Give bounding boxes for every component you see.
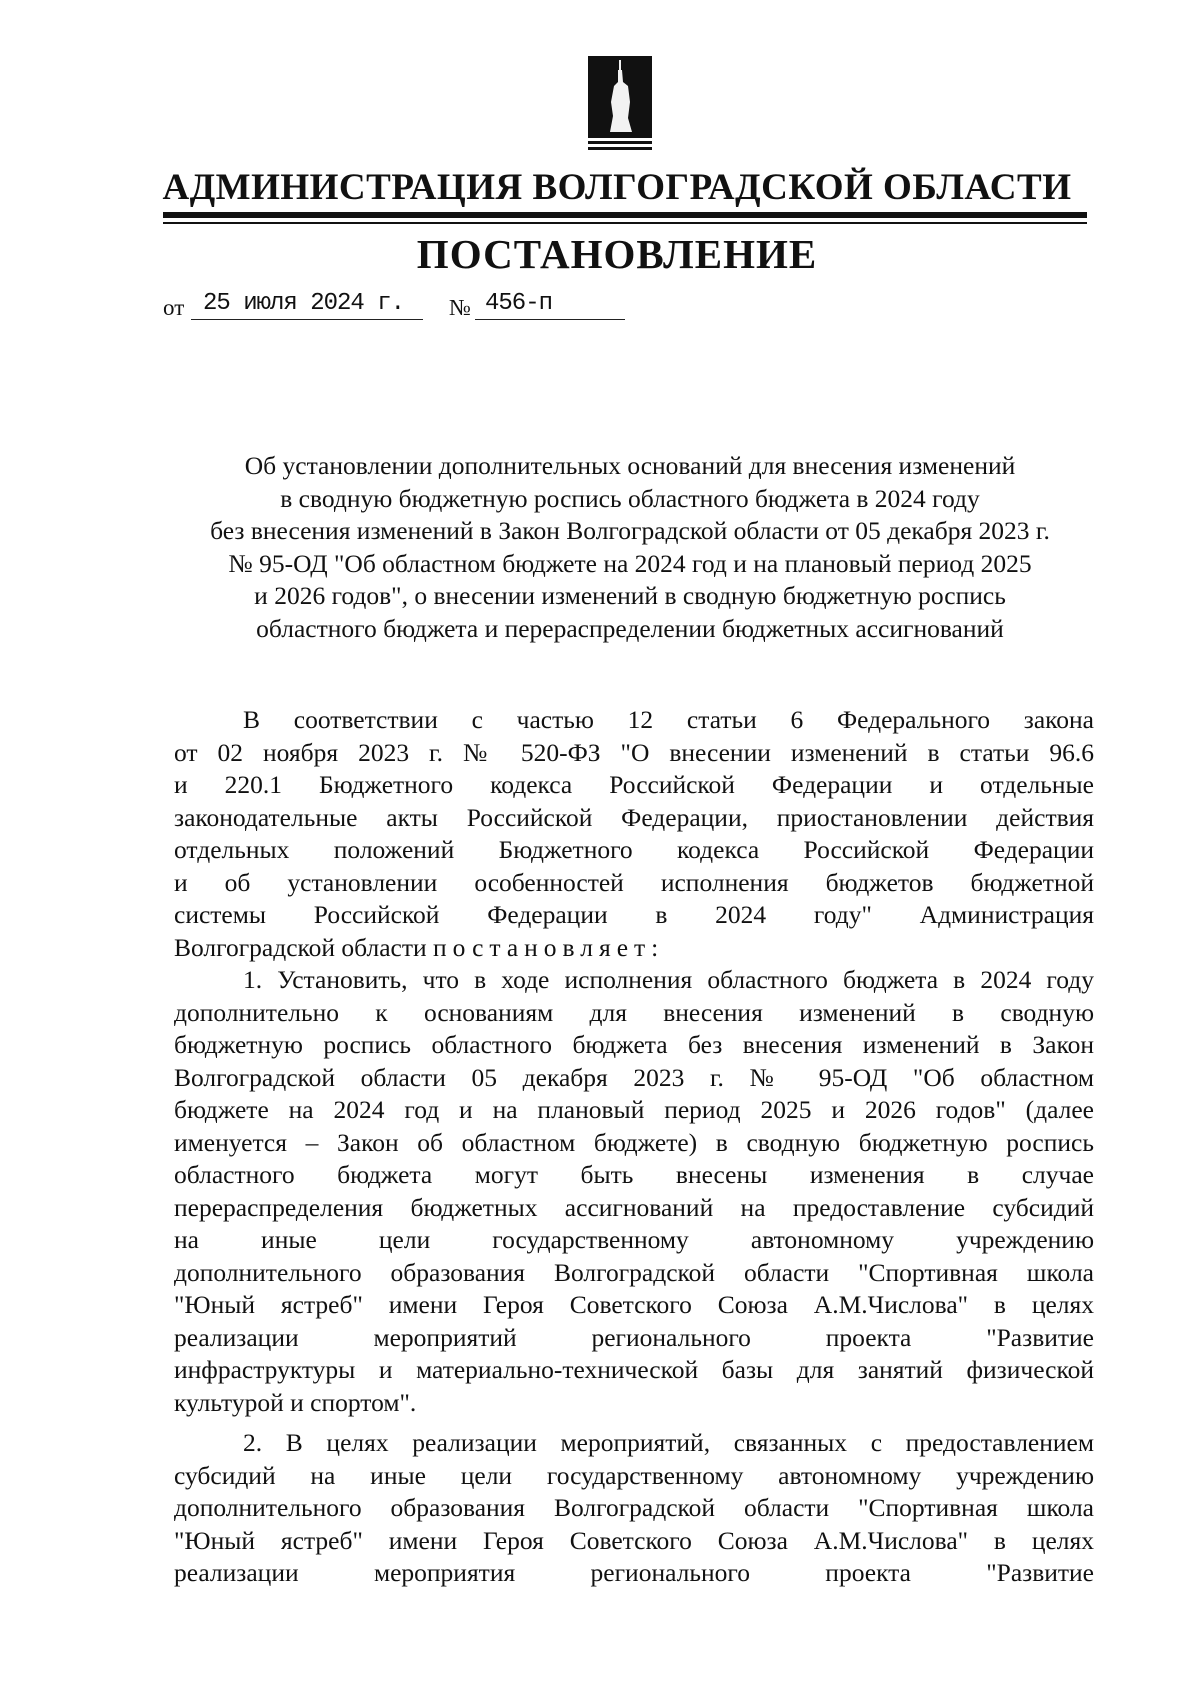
subject-line: Об установлении дополнительных оснований для внесения изменений (244, 451, 1016, 480)
date-value: 25 июля 2024 г. (203, 290, 405, 317)
preamble-line: системы Российской Федерации в 2024 году" Администрация (174, 900, 1094, 929)
paragraph-1-line: перераспределения бюджетных ассигнований на предоставление субсидий (174, 1192, 1094, 1222)
paragraph-1-line: дополнительного образования Волгоградской области "Спортивная школа (174, 1257, 1094, 1287)
preamble-line: и 220.1 Бюджетного кодекса Российской Федерации и отдельные (174, 770, 1094, 799)
document-type-heading: ПОСТАНОВЛЕНИЕ (416, 231, 818, 277)
paragraph-2-line: дополнительного образования Волгоградской области "Спортивная школа (174, 1493, 1094, 1522)
date-underline (191, 319, 423, 320)
paragraph-1-line: именуется – Закон об областном бюджете) в сводную бюджетную роспись (174, 1127, 1094, 1157)
volgograd-emblem-icon (588, 56, 652, 152)
preamble-line: В соответствии с частью 12 статьи 6 Федерального закона (243, 705, 1094, 734)
preamble-line: отдельных положений Бюджетного кодекса Российской Федерации (174, 835, 1094, 864)
preamble-line: законодательные акты Российской Федерации, приостановлении действия (174, 802, 1094, 832)
paragraph-1-line: культурой и спортом". (174, 1387, 417, 1417)
header-rule-thin (163, 222, 1087, 224)
subject-line: без внесения изменений в Закон Волгоградской области от 05 декабря 2023 г. (210, 516, 1050, 545)
paragraph-1-line: инфраструктуры и материально-технической базы для занятий физической (174, 1355, 1094, 1384)
paragraph-1-line: реализации мероприятий регионального проекта "Развитие (174, 1322, 1094, 1352)
organization-title: АДМИНИСТРАЦИЯ ВОЛГОГРАДСКОЙ ОБЛАСТИ (162, 167, 1072, 208)
paragraph-1-line: Волгоградской области 05 декабря 2023 г. № 95-ОД "Об областном (174, 1062, 1094, 1092)
number-value: 456-п (485, 290, 553, 317)
number-label: № (449, 295, 471, 320)
document-body (174, 704, 1094, 1590)
paragraph-2-line: субсидий на иные цели государственному автономному учреждению (174, 1460, 1094, 1490)
subject-line: и 2026 годов", о внесении изменений в сводную бюджетную роспись (254, 581, 1006, 610)
subject-line: областного бюджета и перераспределении бюджетных ассигнований (256, 613, 1004, 643)
paragraph-2-line: "Юный ястреб" имени Героя Советского Союза А.М.Числова" в целях (174, 1525, 1094, 1555)
paragraph-1-line: бюджетную роспись областного бюджета без внесения изменений в Закон (174, 1030, 1094, 1059)
paragraph-1-line: "Юный ястреб" имени Героя Советского Союза А.М.Числова" в целях (174, 1290, 1094, 1319)
paragraph-1-line: 1. Установить, что в ходе исполнения областного бюджета в 2024 году (243, 965, 1094, 994)
preamble-line-final (174, 932, 1094, 965)
paragraph-2-line: 2. В целях реализации мероприятий, связанных с предоставлением (243, 1428, 1094, 1457)
date-label: от (163, 295, 185, 320)
subject-line: № 95-ОД "Об областном бюджете на 2024 год и на плановый период 2025 (228, 548, 1032, 578)
number-underline (475, 319, 625, 320)
paragraph-1-line: на иные цели государственному автономному учреждению (174, 1225, 1094, 1254)
preamble-final-text: Волгоградской области (174, 932, 434, 962)
subject-line: в сводную бюджетную роспись областного бюджета в 2024 году (280, 483, 980, 513)
paragraph-1-line: дополнительно к основаниям для внесения изменений в сводную (174, 997, 1094, 1027)
decree-verb: постановляет: (433, 932, 665, 962)
paragraph-2-line: реализации мероприятия регионального проекта "Развитие (174, 1558, 1094, 1587)
document-subject (170, 450, 1090, 645)
preamble-line: от 02 ноября 2023 г. № 520-ФЗ "О внесении изменений в статьи 96.6 (174, 737, 1094, 767)
paragraph-1-line: областного бюджета могут быть внесены изменения в случае (174, 1160, 1094, 1189)
paragraph-1-line: бюджете на 2024 год и на плановый период 2025 и 2026 годов" (далее (174, 1095, 1094, 1124)
header-rule-thick (163, 212, 1087, 218)
preamble-line: и об установлении особенностей исполнения бюджетов бюджетной (174, 867, 1094, 897)
